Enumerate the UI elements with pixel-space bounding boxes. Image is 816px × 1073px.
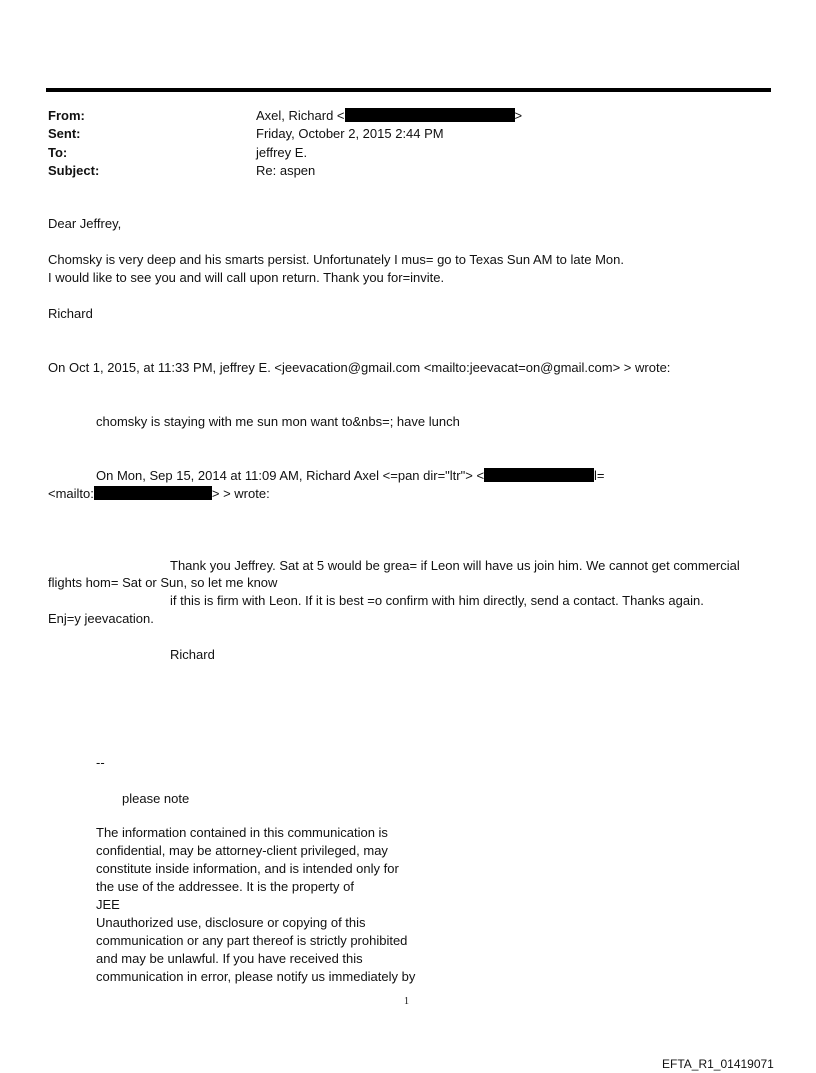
quote3-line-2: flights hom= Sat or Sun, so let me know [48,575,278,590]
quote3-line-1: Thank you Jeffrey. Sat at 5 would be grea= if Leon will have us join him. We cannot get commercial [170,558,740,573]
please-note: please note [122,791,190,806]
to-value: jeffrey E. [256,145,308,160]
quote1-text: chomsky is staying with me sun mon want to&nbs=; have lunch [96,414,460,429]
header-rule [46,88,771,92]
disclaimer-line: The information contained in this communication is [96,825,388,840]
signature-dashes: -- [96,755,105,770]
quote3-line-4: Enj=y jeevacation. [48,611,154,626]
redaction-box [484,468,594,482]
from-value [256,108,522,123]
body-signoff: Richard [48,306,93,321]
redaction-box [345,108,515,122]
quote2-attribution-text: On Mon, Sep 15, 2014 at 11:09 AM, Richard Axel <=pan dir="ltr"> < [96,468,485,483]
disclaimer-line: communication or any part thereof is strictly prohibited [96,933,408,948]
disclaimer-line: confidential, may be attorney-client privileged, may [96,843,388,858]
quote2-attribution-end: l= [594,468,605,483]
subject-label: Subject: [48,163,100,178]
redaction-box [94,486,212,500]
body-line-1: Chomsky is very deep and his smarts persist. Unfortunately I mus= go to Texas Sun AM to late Mon. [48,252,624,267]
disclaimer-line: Unauthorized use, disclosure or copying of this [96,915,366,930]
quote2-attribution-line-2 [48,485,270,503]
disclaimer-line: constitute inside information, and is intended only for [96,861,399,876]
from-bracket: > [514,108,523,123]
disclaimer-line: and may be unlawful. If you have received this [96,951,363,966]
sent-label: Sent: [48,126,81,141]
disclaimer-line: the use of the addressee. It is the property of [96,879,354,894]
greeting: Dear Jeffrey, [48,216,122,231]
quote2-attribution-line-1 [96,467,605,485]
page-number: 1 [404,996,409,1007]
to-label: To: [48,145,68,160]
disclaimer-line: JEE [96,897,120,912]
quote1-attribution: On Oct 1, 2015, at 11:33 PM, jeffrey E. <jeevacation@gmail.com <mailto:jeevacat=on@gmail.com> > wrote: [48,360,671,375]
quote3-signoff: Richard [170,647,215,662]
from-name: Axel, Richard < [256,108,345,123]
quote3-line-3: if this is firm with Leon. If it is best =o confirm with him directly, send a contact. Thanks again. [170,593,704,608]
quote2-wrote: > > wrote: [211,486,270,501]
from-label: From: [48,108,85,123]
disclaimer-line: communication in error, please notify us immediately by [96,969,416,984]
quote2-mailto: <mailto: [48,486,94,501]
sent-value: Friday, October 2, 2015 2:44 PM [256,126,444,141]
subject-value: Re: aspen [256,163,316,178]
document-id: EFTA_R1_01419071 [662,1057,774,1071]
body-line-2: I would like to see you and will call upon return. Thank you for=invite. [48,270,445,285]
